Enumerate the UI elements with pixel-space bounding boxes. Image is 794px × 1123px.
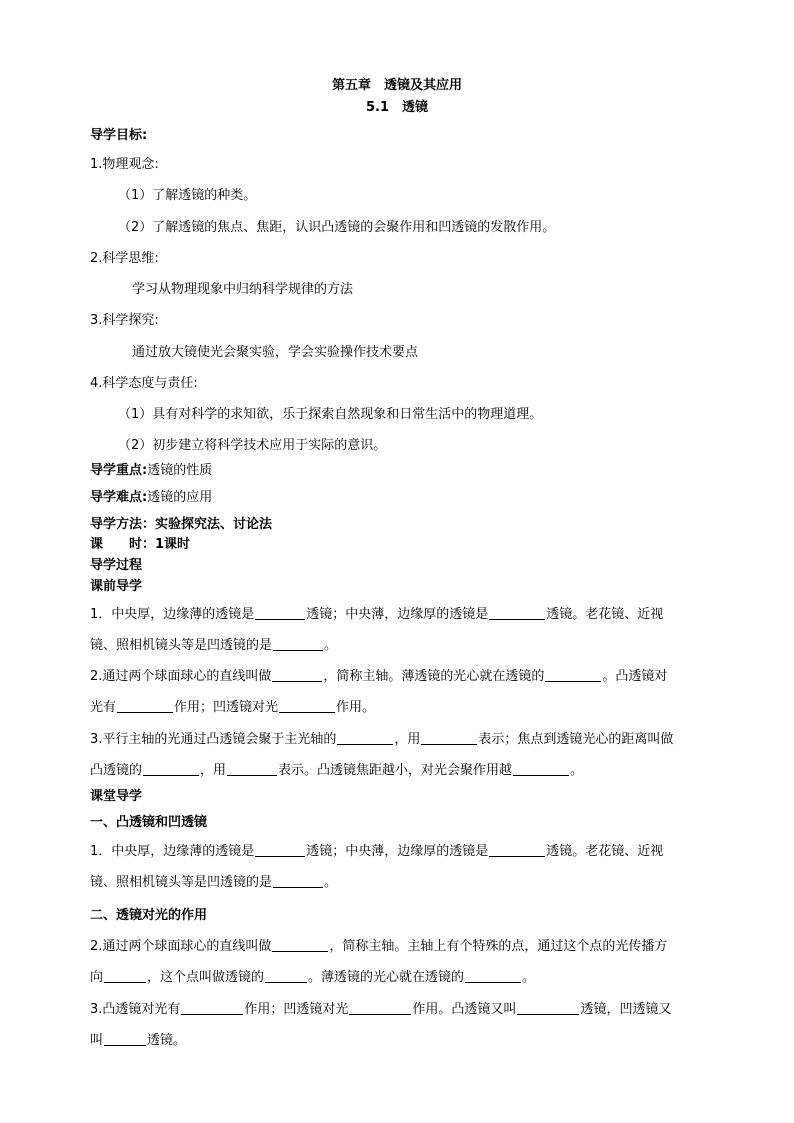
- pre-q3-line2: 凸透镜的 ，用 表示。凸透镜焦距越小，对光会聚作用越 。: [90, 763, 584, 778]
- goal-1b: （2）了解透镜的焦点、焦距，认识凸透镜的会聚作用和凹透镜的发散作用。: [118, 220, 556, 235]
- blank[interactable]: [227, 761, 277, 776]
- goal-3a: 通过放大镜使光会聚实验，学会实验操作技术要点: [132, 345, 419, 360]
- goal-4b: （2）初步建立将科学技术应用于实际的意识。: [118, 438, 387, 453]
- pre-q3-line1: 3.平行主轴的光通过凸透镜会聚于主光轴的 ，用 表示；焦点到透镜光心的距离叫做: [90, 732, 674, 747]
- class-q1-line2: 镜、照相机镜头等是凹透镜的是 。: [90, 875, 338, 890]
- pre-q1-line2: 镜、照相机镜头等是凹透镜的是 。: [90, 638, 338, 653]
- key-point: [90, 461, 794, 481]
- goal-1: 1.物理观念:: [90, 157, 159, 172]
- goals-heading: 导学目标:: [90, 128, 148, 143]
- pre-q2-line1: 2.通过两个球面球心的直线叫做 ，简称主轴。薄透镜的光心就在透镜的 。凸透镜对: [90, 669, 668, 684]
- difficulty: [90, 488, 794, 508]
- class-heading: 课堂导学: [90, 789, 143, 804]
- blank[interactable]: [104, 1031, 146, 1046]
- key-text: 透镜的性质: [147, 463, 213, 478]
- blank[interactable]: [143, 761, 199, 776]
- blank[interactable]: [517, 1000, 579, 1015]
- blank[interactable]: [513, 761, 569, 776]
- section-2: 二、透镜对光的作用: [90, 908, 208, 923]
- method: 导学方法：实验探究法、讨论法: [90, 517, 273, 532]
- class-q1-line1: 1．中央厚，边缘薄的透镜是 透镜；中央薄，边缘厚的透镜是 透镜。老花镜、近视: [90, 844, 664, 859]
- key-label: 导学重点:: [90, 463, 148, 478]
- blank[interactable]: [104, 968, 146, 983]
- blank[interactable]: [117, 698, 173, 713]
- section-1: 一、凸透镜和凹透镜: [90, 815, 208, 830]
- blank[interactable]: [181, 1000, 243, 1015]
- blank[interactable]: [272, 667, 322, 682]
- blank[interactable]: [279, 698, 335, 713]
- pre-heading: 课前导学: [90, 579, 143, 594]
- blank[interactable]: [265, 968, 307, 983]
- blank[interactable]: [489, 842, 545, 857]
- goal-2: 2.科学思维:: [90, 251, 159, 266]
- blank[interactable]: [273, 873, 323, 888]
- goal-1a: （1）了解透镜的种类。: [118, 188, 257, 203]
- blank[interactable]: [273, 636, 323, 651]
- class-q3-line2: 叫 透镜。: [90, 1033, 187, 1048]
- goal-2a: 学习从物理现象中归纳科学规律的方法: [132, 282, 354, 297]
- blank[interactable]: [349, 1000, 411, 1015]
- blank[interactable]: [255, 605, 305, 620]
- diff-label: 导学难点:: [90, 490, 148, 505]
- blank[interactable]: [255, 842, 305, 857]
- class-q2-line1: 2.通过两个球面球心的直线叫做 ，简称主轴。主轴上有个特殊的点，通过这个点的光传播方: [90, 939, 668, 954]
- class-q2-line2: 向 ，这个点叫做透镜的 。薄透镜的光心就在透镜的 。: [90, 970, 536, 985]
- class-q3-line1: 3.凸透镜对光有 作用；凹透镜对光 作用。凸透镜又叫 透镜，凹透镜又: [90, 1002, 672, 1017]
- goal-4a: （1）具有对科学的求知欲，乐于探索自然现象和日常生活中的物理道理。: [118, 407, 543, 422]
- process-heading: 导学过程: [90, 558, 143, 573]
- blank[interactable]: [272, 937, 328, 952]
- blank[interactable]: [545, 667, 601, 682]
- blank[interactable]: [465, 968, 521, 983]
- goal-4: 4.科学态度与责任:: [90, 376, 198, 391]
- blank[interactable]: [337, 730, 393, 745]
- page-subtitle: 5.1 透镜: [365, 100, 429, 115]
- pre-q1-line1: 1．中央厚，边缘薄的透镜是 透镜；中央薄，边缘厚的透镜是 透镜。老花镜、近视: [90, 607, 664, 622]
- hours: 课 时：1课时: [90, 537, 191, 552]
- blank[interactable]: [421, 730, 477, 745]
- goal-3: 3.科学探究:: [90, 313, 159, 328]
- page-title: 第五章 透镜及其应用: [331, 78, 462, 93]
- blank[interactable]: [489, 605, 545, 620]
- pre-q2-line2: 光有 作用；凹透镜对光 作用。: [90, 700, 376, 715]
- diff-text: 透镜的应用: [147, 490, 213, 505]
